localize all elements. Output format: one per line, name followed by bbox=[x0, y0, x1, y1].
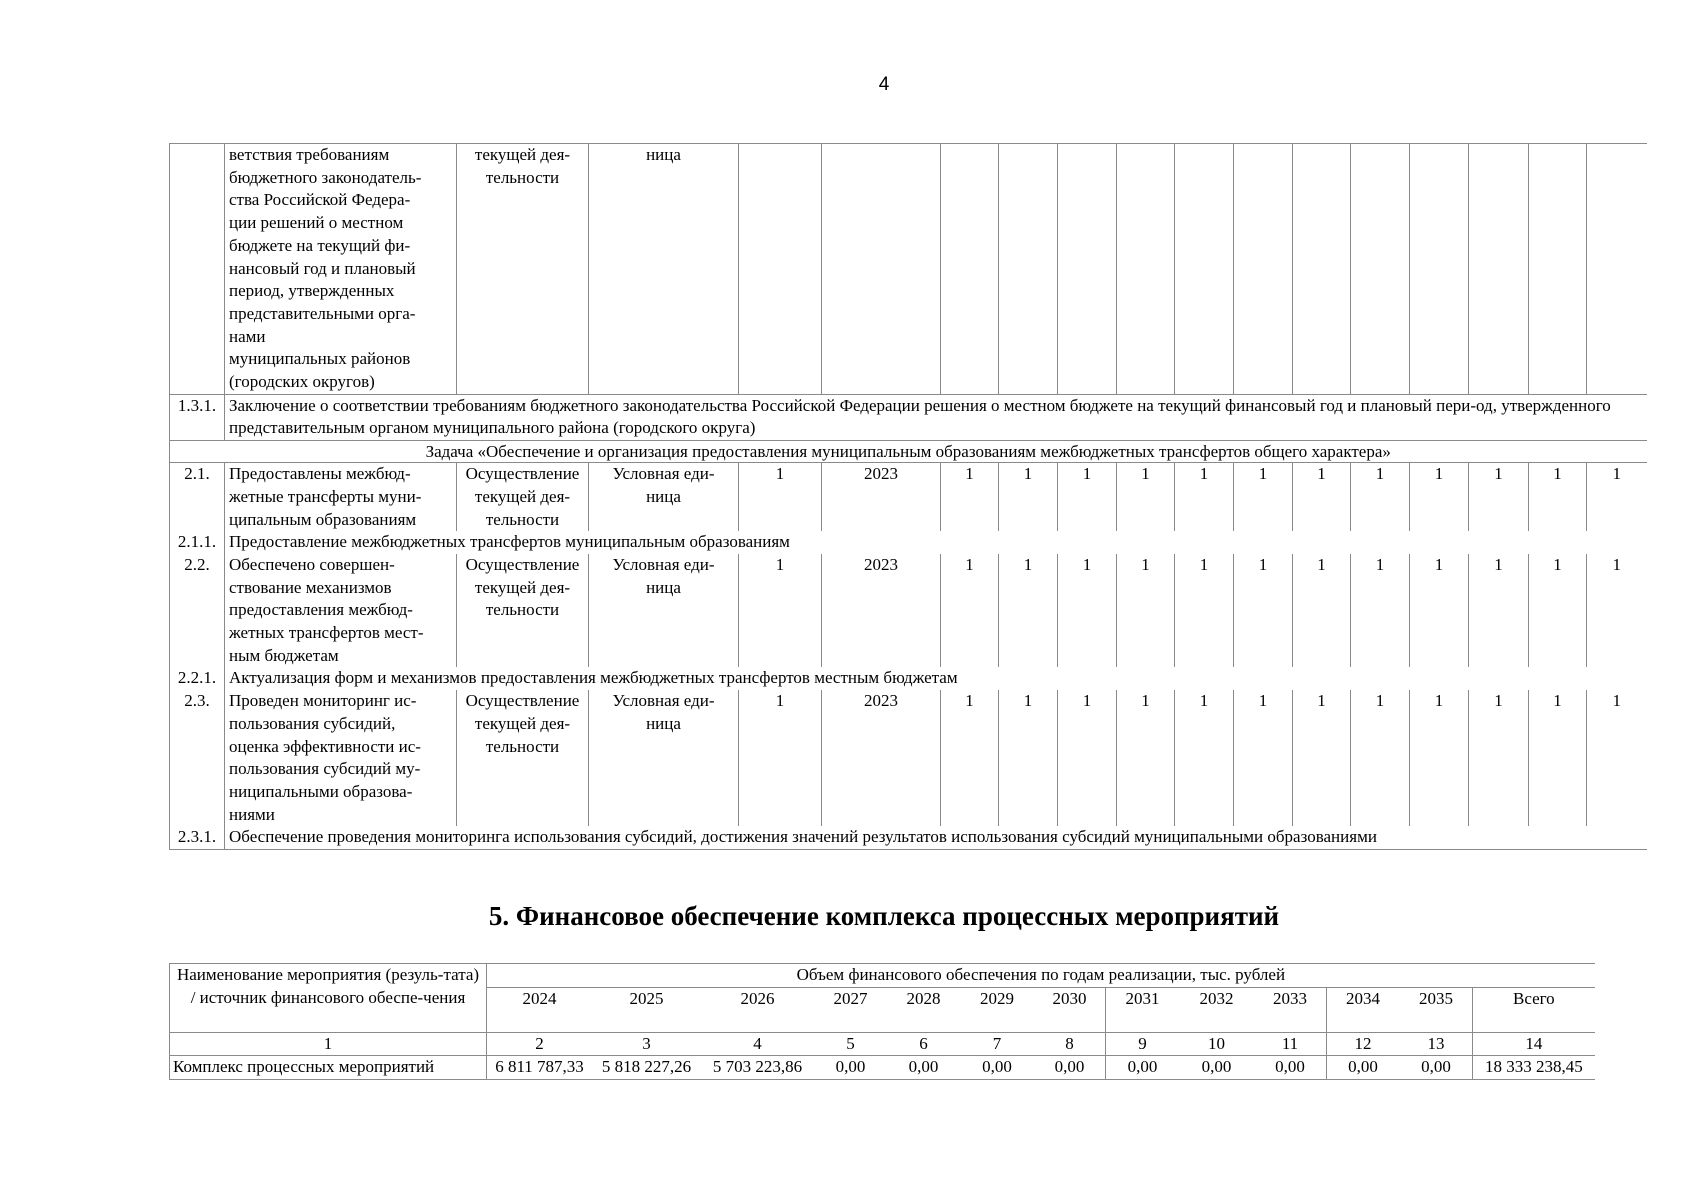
activity-text: Заключение о соответствии требованиям бюджетного законодательства Российской Федерации решения о местном бюджете на текущий финансовый год и плановый пери-од, утвержденного представительным органом муниципального района (городского округа) bbox=[225, 394, 1647, 440]
table-row bbox=[170, 690, 1647, 826]
task-row bbox=[170, 441, 1647, 463]
value-cell: 1 bbox=[1117, 690, 1175, 826]
section-heading: 5. Финансовое обеспечение комплекса процессных мероприятий bbox=[488, 901, 1280, 931]
column-header: Всего bbox=[1473, 987, 1595, 1032]
unit: Условная еди- ница bbox=[589, 463, 739, 532]
result-name: Обеспечено совершен- ствование механизмов предоставления межбюд- жетных трансфертов мест- ным бюджетам bbox=[225, 554, 457, 668]
task-title: Задача «Обеспечение и организация предоставления муниципальным образованиям межбюджетных трансфертов общего характера» bbox=[170, 441, 1647, 463]
value-cell: 0,00 bbox=[961, 1056, 1034, 1080]
row-number: 1.3.1. bbox=[170, 394, 225, 440]
value-cell: 0,00 bbox=[1106, 1056, 1180, 1080]
column-header: 2027 bbox=[815, 987, 887, 1032]
value-cell: 1 bbox=[1058, 554, 1117, 668]
value-cell: 0,00 bbox=[887, 1056, 961, 1080]
column-header: 2032 bbox=[1180, 987, 1254, 1032]
row-number: 2.3.1. bbox=[170, 826, 225, 849]
value-cell: 0,00 bbox=[1400, 1056, 1473, 1080]
result-type: Осуществление текущей дея- тельности bbox=[457, 463, 589, 532]
column-number: 13 bbox=[1400, 1032, 1473, 1056]
total-cell: 18 333 238,45 bbox=[1473, 1056, 1595, 1080]
table-row bbox=[170, 667, 1647, 690]
table-row bbox=[170, 554, 1647, 668]
column-group-header: Объем финансового обеспечения по годам реализации, тыс. рублей bbox=[487, 964, 1595, 988]
value-cell: 0,00 bbox=[1254, 1056, 1327, 1080]
result-name: Предоставлены межбюд- жетные трансферты муни- ципальным образованиям bbox=[225, 463, 457, 532]
column-header: 2030 bbox=[1034, 987, 1106, 1032]
value-cell: 1 bbox=[1351, 463, 1410, 532]
base-year: 2023 bbox=[822, 463, 941, 532]
value-cell: 1 bbox=[1587, 463, 1647, 532]
activity-text: Обеспечение проведения мониторинга использования субсидий, достижения значений результатов использования субсидий муниципальными образованиями bbox=[225, 826, 1647, 849]
value-cell: 1 bbox=[1469, 554, 1529, 668]
unit: Условная еди- ница bbox=[589, 690, 739, 826]
value-cell: 1 bbox=[1234, 554, 1293, 668]
value-cell: 1 bbox=[1117, 463, 1175, 532]
column-number: 8 bbox=[1034, 1032, 1106, 1056]
result-type: Осуществление текущей дея- тельности bbox=[457, 690, 589, 826]
value-cell: 1 bbox=[941, 690, 999, 826]
value-cell: 1 bbox=[1529, 554, 1587, 668]
value-cell: 1 bbox=[1293, 463, 1351, 532]
page-number: 4 bbox=[878, 74, 890, 95]
value-cell: 1 bbox=[1529, 690, 1587, 826]
unit: Условная еди- ница bbox=[589, 554, 739, 668]
row-number: 2.2. bbox=[170, 554, 225, 668]
value-cell: 1 bbox=[1469, 690, 1529, 826]
column-header: 2026 bbox=[701, 987, 815, 1032]
column-header: 2025 bbox=[593, 987, 701, 1032]
column-header: 2024 bbox=[487, 987, 593, 1032]
activity-text: Предоставление межбюджетных трансфертов муниципальным образованиям bbox=[225, 531, 1647, 554]
result-name: Проведен мониторинг ис- пользования субсидий, оценка эффективности ис- пользования субсидий му- ниципальными образова- ниями bbox=[225, 690, 457, 826]
column-header: Наименование мероприятия (резуль-тата) / источник финансового обеспе-чения bbox=[170, 964, 487, 1033]
value-cell: 1 bbox=[999, 463, 1058, 532]
value-cell: 1 bbox=[1351, 690, 1410, 826]
value-cell: 1 bbox=[999, 690, 1058, 826]
base-value: 1 bbox=[739, 463, 822, 532]
column-header: 2029 bbox=[961, 987, 1034, 1032]
column-number: 6 bbox=[887, 1032, 961, 1056]
indicators-table bbox=[169, 143, 1647, 850]
row-number: 2.3. bbox=[170, 690, 225, 826]
table-row bbox=[170, 144, 1647, 395]
value-cell: 1 bbox=[1234, 690, 1293, 826]
table-row bbox=[170, 531, 1647, 554]
value-cell: 1 bbox=[1587, 554, 1647, 668]
column-header: 2031 bbox=[1106, 987, 1180, 1032]
column-number: 4 bbox=[701, 1032, 815, 1056]
column-header: 2035 bbox=[1400, 987, 1473, 1032]
value-cell: 1 bbox=[1410, 690, 1469, 826]
result-name: ветствия требованиям бюджетного законодатель- ства Российской Федера- ции решений о местном бюджете на текущий фи- нансовый год и плановый период, утвержденных представительными орга- нами муниципальных районов (городских округов) bbox=[225, 144, 457, 395]
result-type: текущей дея- тельности bbox=[457, 144, 589, 395]
value-cell: 1 bbox=[1234, 463, 1293, 532]
value-cell: 1 bbox=[1293, 554, 1351, 668]
column-header: 2028 bbox=[887, 987, 961, 1032]
value-cell: 1 bbox=[1058, 463, 1117, 532]
base-year: 2023 bbox=[822, 554, 941, 668]
column-number: 11 bbox=[1254, 1032, 1327, 1056]
column-header: 2034 bbox=[1327, 987, 1400, 1032]
row-number: 2.1.1. bbox=[170, 531, 225, 554]
value-cell: 1 bbox=[1175, 554, 1234, 668]
value-cell: 1 bbox=[1058, 690, 1117, 826]
column-number: 7 bbox=[961, 1032, 1034, 1056]
column-number: 14 bbox=[1473, 1032, 1595, 1056]
finance-table bbox=[169, 963, 1595, 1080]
value-cell: 5 818 227,26 bbox=[593, 1056, 701, 1080]
unit: ница bbox=[589, 144, 739, 395]
value-cell: 1 bbox=[1117, 554, 1175, 668]
value-cell: 0,00 bbox=[1327, 1056, 1400, 1080]
value-cell: 1 bbox=[1529, 463, 1587, 532]
value-cell: 1 bbox=[941, 554, 999, 668]
row-number: 2.2.1. bbox=[170, 667, 225, 690]
value-cell: 1 bbox=[1587, 690, 1647, 826]
value-cell: 1 bbox=[941, 463, 999, 532]
column-number: 9 bbox=[1106, 1032, 1180, 1056]
value-cell: 1 bbox=[1469, 463, 1529, 532]
table-row bbox=[170, 394, 1647, 440]
column-number: 2 bbox=[487, 1032, 593, 1056]
column-number: 12 bbox=[1327, 1032, 1400, 1056]
column-number: 10 bbox=[1180, 1032, 1254, 1056]
value-cell: 6 811 787,33 bbox=[487, 1056, 593, 1080]
table-header-row bbox=[170, 964, 1595, 988]
value-cell: 1 bbox=[1410, 554, 1469, 668]
activity-text: Актуализация форм и механизмов предоставления межбюджетных трансфертов местным бюджетам bbox=[225, 667, 1647, 690]
base-value: 1 bbox=[739, 554, 822, 668]
value-cell: 0,00 bbox=[1180, 1056, 1254, 1080]
column-number: 3 bbox=[593, 1032, 701, 1056]
result-type: Осуществление текущей дея- тельности bbox=[457, 554, 589, 668]
row-label: Комплекс процессных мероприятий bbox=[170, 1056, 487, 1080]
table-row bbox=[170, 463, 1647, 532]
column-header: 2033 bbox=[1254, 987, 1327, 1032]
value-cell: 1 bbox=[1175, 690, 1234, 826]
value-cell: 1 bbox=[1293, 690, 1351, 826]
value-cell: 1 bbox=[999, 554, 1058, 668]
table-row bbox=[170, 1056, 1595, 1080]
column-number: 5 bbox=[815, 1032, 887, 1056]
value-cell: 5 703 223,86 bbox=[701, 1056, 815, 1080]
row-number: 2.1. bbox=[170, 463, 225, 532]
column-numbers-row bbox=[170, 1032, 1595, 1056]
table-row bbox=[170, 826, 1647, 849]
column-number: 1 bbox=[170, 1032, 487, 1056]
base-value: 1 bbox=[739, 690, 822, 826]
value-cell: 1 bbox=[1351, 554, 1410, 668]
value-cell: 0,00 bbox=[815, 1056, 887, 1080]
value-cell: 1 bbox=[1410, 463, 1469, 532]
value-cell: 1 bbox=[1175, 463, 1234, 532]
base-year: 2023 bbox=[822, 690, 941, 826]
value-cell: 0,00 bbox=[1034, 1056, 1106, 1080]
